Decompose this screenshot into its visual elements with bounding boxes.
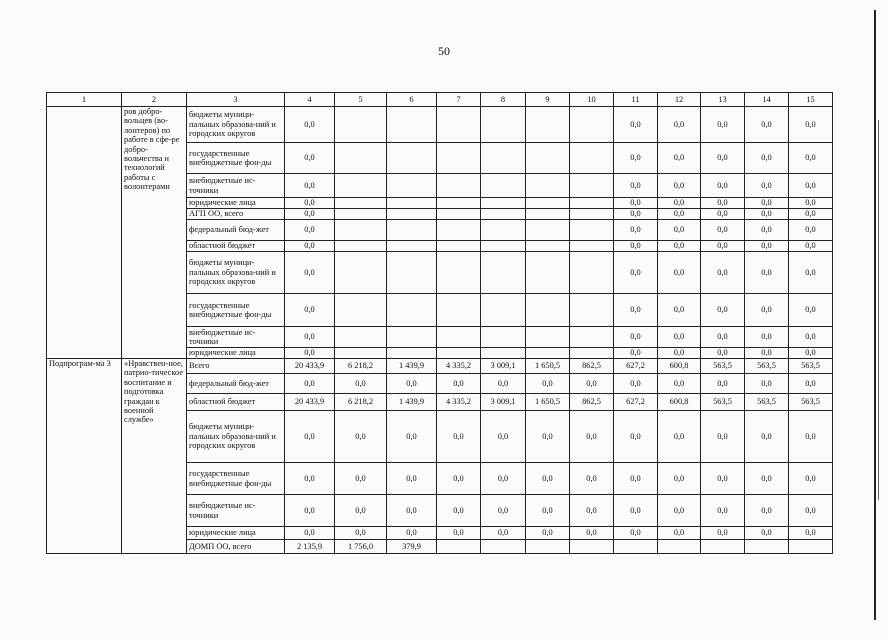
header-cell: 5 — [335, 93, 387, 107]
header-cell: 11 — [614, 93, 658, 107]
value-cell: 0,0 — [614, 220, 658, 241]
value-cell — [437, 174, 481, 198]
value-cell — [335, 198, 387, 209]
value-cell — [335, 143, 387, 174]
value-cell: 0,0 — [745, 463, 789, 495]
value-cell: 0,0 — [481, 527, 526, 540]
value-cell — [437, 540, 481, 554]
value-cell: 4 335,2 — [437, 394, 481, 411]
value-cell: 0,0 — [526, 495, 570, 527]
value-cell — [481, 174, 526, 198]
value-cell: 0,0 — [387, 527, 437, 540]
subprogram-name: «Нравствен-ное, патрио-тическое воспитание и подготовка граждан к военной службе» — [122, 359, 187, 554]
value-cell: 0,0 — [745, 294, 789, 327]
value-cell: 0,0 — [285, 174, 335, 198]
value-cell: 0,0 — [614, 209, 658, 220]
value-cell: 0,0 — [335, 411, 387, 463]
value-cell: 0,0 — [745, 327, 789, 348]
row-label: бюджеты муници-пальных образова-ний и городских округов — [187, 252, 285, 294]
value-cell — [481, 348, 526, 359]
value-cell: 0,0 — [701, 374, 745, 394]
header-cell: 9 — [526, 93, 570, 107]
value-cell — [387, 241, 437, 252]
value-cell: 0,0 — [526, 463, 570, 495]
value-cell: 3 009,1 — [481, 394, 526, 411]
value-cell — [614, 540, 658, 554]
value-cell: 0,0 — [658, 348, 701, 359]
value-cell: 0,0 — [701, 252, 745, 294]
value-cell: 0,0 — [789, 495, 833, 527]
value-cell: 0,0 — [745, 198, 789, 209]
value-cell — [387, 209, 437, 220]
value-cell — [570, 348, 614, 359]
value-cell: 0,0 — [745, 241, 789, 252]
header-row — [47, 93, 833, 107]
value-cell — [437, 241, 481, 252]
value-cell: 0,0 — [614, 374, 658, 394]
row-label: федеральный бюд-жет — [187, 220, 285, 241]
value-cell: 0,0 — [285, 220, 335, 241]
value-cell: 0,0 — [614, 174, 658, 198]
value-cell: 0,0 — [285, 294, 335, 327]
value-cell — [481, 294, 526, 327]
value-cell: 1 650,5 — [526, 394, 570, 411]
value-cell: 0,0 — [701, 107, 745, 143]
value-cell: 0,0 — [789, 374, 833, 394]
value-cell: 0,0 — [789, 411, 833, 463]
value-cell: 0,0 — [745, 174, 789, 198]
value-cell — [481, 209, 526, 220]
value-cell: 0,0 — [789, 198, 833, 209]
value-cell: 563,5 — [701, 394, 745, 411]
value-cell: 0,0 — [701, 463, 745, 495]
value-cell — [387, 252, 437, 294]
value-cell: 0,0 — [701, 241, 745, 252]
subprogram-label: Подпрограм-ма 3 — [47, 359, 122, 554]
value-cell — [437, 198, 481, 209]
value-cell: 0,0 — [701, 527, 745, 540]
value-cell: 0,0 — [745, 143, 789, 174]
header-cell: 13 — [701, 93, 745, 107]
value-cell: 0,0 — [658, 252, 701, 294]
value-cell: 0,0 — [285, 209, 335, 220]
row-label: государственные внебюджетные фон-ды — [187, 143, 285, 174]
value-cell — [387, 107, 437, 143]
value-cell: 0,0 — [335, 495, 387, 527]
value-cell — [526, 252, 570, 294]
value-cell — [570, 540, 614, 554]
budget-table — [46, 92, 833, 554]
value-cell: 0,0 — [789, 143, 833, 174]
value-cell: 0,0 — [614, 327, 658, 348]
value-cell: 0,0 — [614, 527, 658, 540]
value-cell: 0,0 — [789, 220, 833, 241]
value-cell: 0,0 — [614, 348, 658, 359]
value-cell: 1 650,5 — [526, 359, 570, 374]
value-cell: 0,0 — [745, 209, 789, 220]
value-cell: 600,8 — [658, 394, 701, 411]
value-cell: 1 439,9 — [387, 359, 437, 374]
value-cell — [481, 241, 526, 252]
value-cell — [481, 540, 526, 554]
value-cell: 0,0 — [658, 220, 701, 241]
value-cell: 0,0 — [614, 252, 658, 294]
value-cell: 0,0 — [745, 495, 789, 527]
value-cell — [526, 174, 570, 198]
value-cell: 0,0 — [481, 495, 526, 527]
value-cell — [526, 198, 570, 209]
value-cell: 0,0 — [658, 374, 701, 394]
value-cell: 0,0 — [701, 411, 745, 463]
value-cell: 563,5 — [789, 359, 833, 374]
value-cell: 6 218,2 — [335, 359, 387, 374]
value-cell: 0,0 — [570, 495, 614, 527]
value-cell: 0,0 — [387, 495, 437, 527]
value-cell — [387, 143, 437, 174]
value-cell — [387, 327, 437, 348]
value-cell — [570, 143, 614, 174]
value-cell: 0,0 — [745, 220, 789, 241]
value-cell: 0,0 — [481, 411, 526, 463]
value-cell: 0,0 — [570, 463, 614, 495]
value-cell — [526, 327, 570, 348]
value-cell — [526, 143, 570, 174]
value-cell: 0,0 — [745, 348, 789, 359]
value-cell — [437, 107, 481, 143]
value-cell — [526, 540, 570, 554]
value-cell — [335, 209, 387, 220]
value-cell — [335, 327, 387, 348]
value-cell: 0,0 — [285, 527, 335, 540]
value-cell — [335, 294, 387, 327]
row-label: федеральный бюд-жет — [187, 374, 285, 394]
value-cell: 0,0 — [658, 198, 701, 209]
value-cell: 0,0 — [658, 463, 701, 495]
scan-edge-line — [874, 10, 876, 620]
value-cell — [570, 294, 614, 327]
value-cell: 627,2 — [614, 359, 658, 374]
value-cell — [701, 540, 745, 554]
value-cell — [335, 220, 387, 241]
value-cell: 0,0 — [701, 495, 745, 527]
value-cell: 4 335,2 — [437, 359, 481, 374]
table-row — [47, 107, 833, 143]
value-cell: 0,0 — [437, 463, 481, 495]
row-label: государственные внебюджетные фон-ды — [187, 463, 285, 495]
header-cell: 12 — [658, 93, 701, 107]
value-cell — [570, 209, 614, 220]
value-cell — [481, 327, 526, 348]
value-cell: 0,0 — [285, 252, 335, 294]
value-cell: 0,0 — [658, 294, 701, 327]
value-cell — [335, 348, 387, 359]
value-cell: 0,0 — [614, 107, 658, 143]
header-cell: 6 — [387, 93, 437, 107]
value-cell: 0,0 — [614, 198, 658, 209]
value-cell: 0,0 — [614, 411, 658, 463]
value-cell: 0,0 — [285, 327, 335, 348]
value-cell — [526, 220, 570, 241]
value-cell: 0,0 — [658, 174, 701, 198]
row-label: ДОМП ОО, всего — [187, 540, 285, 554]
value-cell — [335, 252, 387, 294]
value-cell: 0,0 — [285, 411, 335, 463]
value-cell: 0,0 — [526, 411, 570, 463]
value-cell: 0,0 — [789, 348, 833, 359]
value-cell: 20 433,9 — [285, 359, 335, 374]
header-cell: 1 — [47, 93, 122, 107]
value-cell: 0,0 — [789, 327, 833, 348]
value-cell — [570, 327, 614, 348]
value-cell: 563,5 — [745, 394, 789, 411]
value-cell: 0,0 — [481, 374, 526, 394]
header-cell: 3 — [187, 93, 285, 107]
value-cell — [335, 107, 387, 143]
value-cell: 0,0 — [437, 374, 481, 394]
value-cell: 0,0 — [745, 411, 789, 463]
value-cell: 0,0 — [789, 463, 833, 495]
value-cell: 0,0 — [789, 252, 833, 294]
value-cell — [437, 143, 481, 174]
value-cell: 0,0 — [658, 143, 701, 174]
row-label: бюджеты муници-пальных образова-ний и городских округов — [187, 107, 285, 143]
value-cell: 600,8 — [658, 359, 701, 374]
header-cell: 10 — [570, 93, 614, 107]
value-cell: 0,0 — [658, 241, 701, 252]
value-cell: 0,0 — [614, 241, 658, 252]
row-label: бюджеты муници-пальных образова-ний и городских округов — [187, 411, 285, 463]
value-cell: 0,0 — [437, 495, 481, 527]
value-cell: 0,0 — [745, 527, 789, 540]
value-cell: 0,0 — [335, 463, 387, 495]
row-label: юридические лица — [187, 527, 285, 540]
event-name-cell: ров добро-вольцев (во-лонтеров) по работе в сфе-ре добро-вольчества и технологий работы с волонтерами — [122, 107, 187, 359]
value-cell: 0,0 — [570, 527, 614, 540]
value-cell — [437, 327, 481, 348]
value-cell: 0,0 — [570, 374, 614, 394]
value-cell — [481, 198, 526, 209]
row-label: внебюджетные ис-точники — [187, 327, 285, 348]
value-cell — [437, 209, 481, 220]
value-cell: 0,0 — [701, 143, 745, 174]
value-cell — [437, 220, 481, 241]
value-cell: 0,0 — [789, 294, 833, 327]
value-cell: 1 756,0 — [335, 540, 387, 554]
row-label: АГП ОО, всего — [187, 209, 285, 220]
header-cell: 4 — [285, 93, 335, 107]
value-cell: 0,0 — [658, 327, 701, 348]
value-cell: 0,0 — [570, 411, 614, 463]
program-cell-empty — [47, 107, 122, 359]
value-cell: 0,0 — [614, 495, 658, 527]
value-cell: 379,9 — [387, 540, 437, 554]
row-label: юридические лица — [187, 198, 285, 209]
value-cell: 0,0 — [789, 527, 833, 540]
value-cell: 0,0 — [658, 411, 701, 463]
value-cell: 0,0 — [658, 495, 701, 527]
value-cell: 563,5 — [745, 359, 789, 374]
value-cell: 563,5 — [701, 359, 745, 374]
value-cell: 0,0 — [285, 463, 335, 495]
row-label: областной бюджет — [187, 241, 285, 252]
value-cell: 0,0 — [387, 463, 437, 495]
value-cell — [335, 241, 387, 252]
value-cell — [570, 241, 614, 252]
value-cell: 0,0 — [701, 198, 745, 209]
header-cell: 15 — [789, 93, 833, 107]
scan-edge-line-secondary — [878, 120, 879, 500]
value-cell — [437, 252, 481, 294]
row-label: юридические лица — [187, 348, 285, 359]
value-cell: 0,0 — [614, 294, 658, 327]
value-cell: 0,0 — [335, 374, 387, 394]
value-cell: 0,0 — [526, 374, 570, 394]
value-cell: 0,0 — [789, 241, 833, 252]
value-cell: 6 218,2 — [335, 394, 387, 411]
table-row — [47, 359, 833, 374]
value-cell: 627,2 — [614, 394, 658, 411]
value-cell: 0,0 — [745, 252, 789, 294]
value-cell — [526, 294, 570, 327]
value-cell — [481, 252, 526, 294]
value-cell — [387, 348, 437, 359]
header-cell: 8 — [481, 93, 526, 107]
value-cell: 0,0 — [789, 174, 833, 198]
value-cell: 0,0 — [387, 411, 437, 463]
header-cell: 14 — [745, 93, 789, 107]
value-cell: 0,0 — [437, 411, 481, 463]
value-cell — [387, 198, 437, 209]
header-cell: 2 — [122, 93, 187, 107]
page-number: 50 — [438, 44, 450, 58]
value-cell — [437, 348, 481, 359]
value-cell: 0,0 — [701, 220, 745, 241]
value-cell: 0,0 — [658, 527, 701, 540]
value-cell: 3 009,1 — [481, 359, 526, 374]
value-cell: 0,0 — [789, 209, 833, 220]
value-cell: 0,0 — [745, 374, 789, 394]
value-cell: 0,0 — [285, 374, 335, 394]
value-cell — [437, 294, 481, 327]
value-cell — [526, 107, 570, 143]
value-cell: 0,0 — [658, 209, 701, 220]
value-cell: 0,0 — [285, 348, 335, 359]
value-cell: 0,0 — [701, 348, 745, 359]
value-cell: 0,0 — [481, 463, 526, 495]
value-cell — [570, 198, 614, 209]
value-cell — [570, 252, 614, 294]
value-cell: 0,0 — [701, 209, 745, 220]
value-cell: 0,0 — [387, 374, 437, 394]
value-cell: 0,0 — [614, 463, 658, 495]
value-cell — [570, 107, 614, 143]
value-cell: 20 433,9 — [285, 394, 335, 411]
value-cell — [570, 220, 614, 241]
value-cell: 0,0 — [285, 143, 335, 174]
value-cell — [789, 540, 833, 554]
value-cell — [526, 209, 570, 220]
value-cell: 0,0 — [701, 327, 745, 348]
value-cell: 0,0 — [285, 241, 335, 252]
row-label: Всего — [187, 359, 285, 374]
value-cell — [526, 241, 570, 252]
header-cell: 7 — [437, 93, 481, 107]
value-cell: 862,5 — [570, 359, 614, 374]
value-cell — [387, 220, 437, 241]
value-cell: 0,0 — [285, 107, 335, 143]
value-cell: 0,0 — [526, 527, 570, 540]
value-cell — [335, 174, 387, 198]
value-cell: 0,0 — [335, 527, 387, 540]
value-cell — [387, 174, 437, 198]
value-cell: 0,0 — [789, 107, 833, 143]
value-cell — [526, 348, 570, 359]
value-cell — [658, 540, 701, 554]
value-cell — [481, 220, 526, 241]
value-cell: 862,5 — [570, 394, 614, 411]
value-cell — [570, 174, 614, 198]
value-cell: 0,0 — [437, 527, 481, 540]
value-cell: 1 439,9 — [387, 394, 437, 411]
value-cell: 2 135,9 — [285, 540, 335, 554]
value-cell: 0,0 — [614, 143, 658, 174]
row-label: государственные внебюджетные фон-ды — [187, 294, 285, 327]
value-cell: 0,0 — [701, 294, 745, 327]
value-cell — [387, 294, 437, 327]
value-cell: 0,0 — [745, 107, 789, 143]
value-cell — [745, 540, 789, 554]
value-cell — [481, 107, 526, 143]
value-cell: 0,0 — [285, 198, 335, 209]
row-label: внебюджетные ис-точники — [187, 174, 285, 198]
row-label: внебюджетные ис-точники — [187, 495, 285, 527]
value-cell: 0,0 — [658, 107, 701, 143]
value-cell: 563,5 — [789, 394, 833, 411]
value-cell: 0,0 — [701, 174, 745, 198]
value-cell — [481, 143, 526, 174]
value-cell: 0,0 — [285, 495, 335, 527]
row-label: областной бюджет — [187, 394, 285, 411]
